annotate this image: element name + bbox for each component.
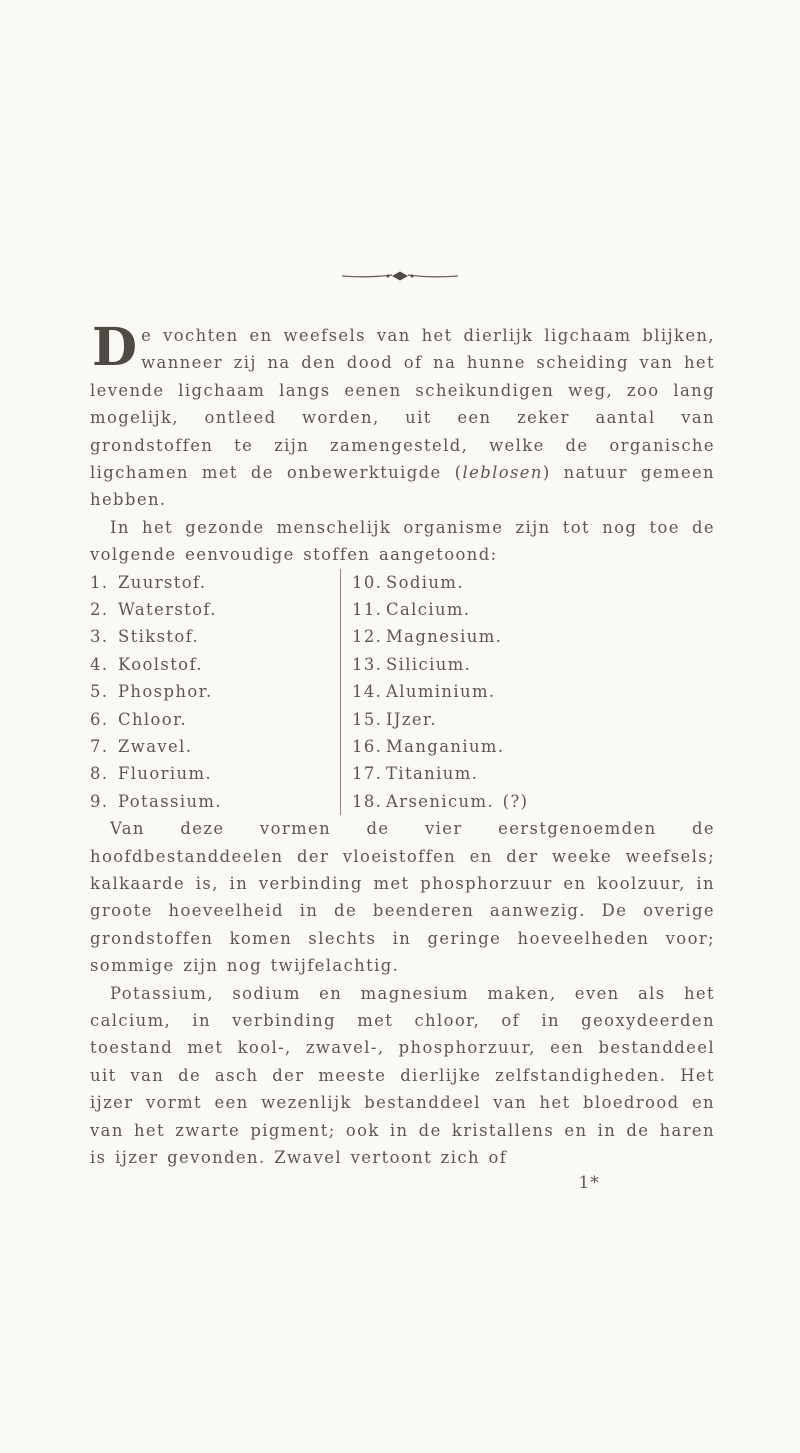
intro-text-end: ) natuur gemeen hebben. xyxy=(90,463,716,510)
italic-term: leblosen xyxy=(462,463,543,483)
list-item: 14. Aluminium. xyxy=(352,682,496,702)
list-item: 6. Chloor. xyxy=(90,709,188,729)
signature-mark: 1* xyxy=(578,1173,600,1193)
list-item: 13. Silicium. xyxy=(352,654,472,674)
list-item: 18. Arsenicum. (?) xyxy=(352,791,529,811)
paragraph-elements-intro: In het gezonde menschelijk organisme zijn tot nog toe de volgende eenvoudige stoffen aangetoond: xyxy=(90,517,715,565)
intro-text: e vochten en weefsels van het dierlijk ligchaam blijken, wanneer zij na den dood of na hunne scheiding van het levende ligchaam langs eenen scheikundigen weg, zoo lang mogelijk, ontleed worden, uit een zeker aantal van grondstoffen te zijn zamengesteld, welke de organische ligchamen met de onbewerktuigde ( xyxy=(90,326,715,483)
list-item: 16. Manganium. xyxy=(352,737,505,756)
ornament-divider-icon xyxy=(340,270,460,282)
elements-column-right xyxy=(340,569,602,816)
drop-cap: D xyxy=(92,317,138,378)
page-text xyxy=(90,317,716,1197)
list-item: 4. Koolstof. xyxy=(90,654,203,674)
list-item: 7. Zwavel. xyxy=(90,737,193,756)
list-item: 3. Stikstof. xyxy=(90,627,200,647)
list-item: 8. Fluorium. xyxy=(90,764,213,784)
list-item: 5. Phosphor. xyxy=(90,682,213,702)
paragraph-intro xyxy=(90,317,716,514)
list-item: 12. Magnesium. xyxy=(352,627,503,647)
list-item: 17. Titanium. xyxy=(352,764,479,784)
paragraph-metals: Potassium, sodium en magnesium maken, even als het calcium, in verbinding met chloor, of in geoxydeerden toestand met kool-, zwavel-, phosphorzuur, een bestanddeel uit van de asch der meeste dierlijke zelfstandigheden. Het ijzer vormt een wezenlijk bestanddeel van het bloedrood en van het zwarte pigment; ook in de kristallens en in de haren is ijzer gevonden. Zwavel vertoont zich of xyxy=(90,983,715,1168)
list-item: 2. Waterstof. xyxy=(90,600,217,620)
list-item: 10. Sodium. xyxy=(352,572,464,592)
list-item: 11. Calcium. xyxy=(352,600,471,620)
elements-list xyxy=(90,569,715,816)
list-item: 9. Potassium. xyxy=(90,791,222,811)
paragraph-main-components: Van deze vormen de vier eerstgenoemden de hoofdbestanddeelen der vloeistoffen en der weeke weefsels; kalkaarde is, in verbinding met phosphorzuur en koolzuur, in groote hoeveelheid in de beenderen aanwezig. De overige grondstoffen komen slechts in geringe hoeveelheden voor; sommige zijn nog twijfelachtig. xyxy=(90,819,715,976)
elements-column-left xyxy=(90,569,340,816)
list-item: 1. Zuurstof. xyxy=(90,572,207,592)
list-item: 15. IJzer. xyxy=(352,709,438,729)
